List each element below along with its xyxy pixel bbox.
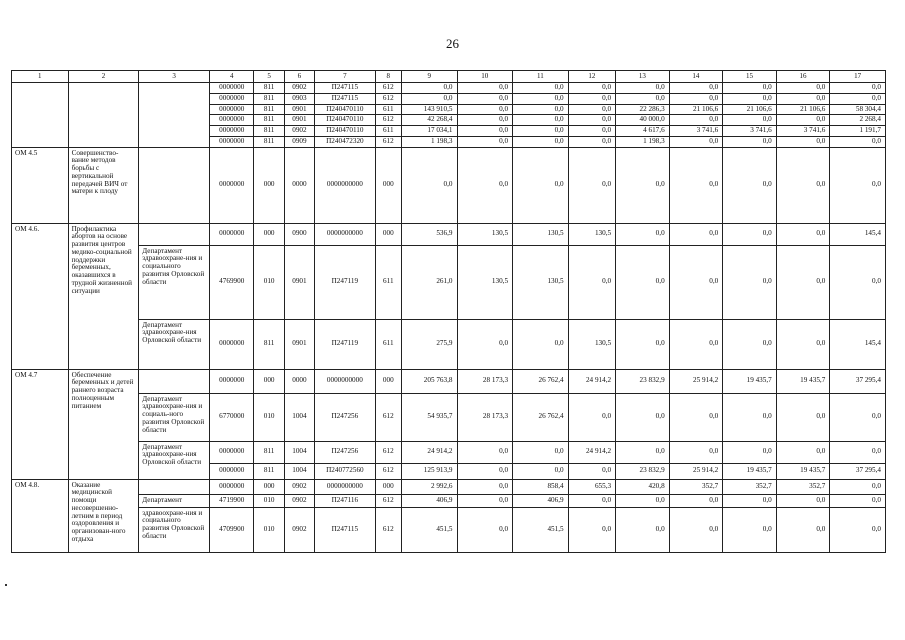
csr-code: 6770000: [210, 393, 254, 441]
grbs-code: 811: [254, 126, 284, 137]
section-code: 0909: [284, 136, 314, 147]
column-header: 6: [284, 71, 314, 83]
year-amount: 0,0: [776, 494, 830, 507]
year-amount: 40 000,0: [616, 115, 670, 126]
csr-code: 0000000: [210, 479, 254, 494]
year-amount: 0,0: [457, 507, 513, 552]
section-code: 0900: [284, 223, 314, 245]
year-amount: 0,0: [669, 93, 723, 104]
year-amount: 0,0: [568, 147, 615, 223]
year-amount: 25 914,2: [669, 369, 723, 393]
csr-code: 0000000: [210, 369, 254, 393]
year-amount: 858,4: [513, 479, 569, 494]
table-row: [12, 441, 886, 463]
expense-type: 000: [375, 147, 401, 223]
year-amount: 0,0: [776, 223, 830, 245]
year-amount: 0,0: [616, 147, 670, 223]
year-amount: 0,0: [616, 223, 670, 245]
year-amount: 130,5: [568, 319, 615, 369]
year-amount: 0,0: [568, 104, 615, 115]
page-number: 26: [446, 36, 459, 51]
year-amount: 352,7: [669, 479, 723, 494]
year-amount: 0,0: [568, 93, 615, 104]
grbs-code: 811: [254, 93, 284, 104]
year-amount: 0,0: [723, 245, 777, 319]
year-amount: 0,0: [669, 115, 723, 126]
year-amount: 2 268,4: [830, 115, 886, 126]
year-amount: 0,0: [669, 136, 723, 147]
year-amount: 24 914,2: [568, 369, 615, 393]
year-amount: 28 173,3: [457, 369, 513, 393]
year-amount: 23 832,9: [616, 463, 670, 479]
table-row: [12, 507, 886, 552]
year-amount: 37 295,4: [830, 463, 886, 479]
target-code: П247256: [315, 441, 376, 463]
year-amount: 0,0: [776, 136, 830, 147]
target-code: 0000000000: [315, 479, 376, 494]
section-code: 0902: [284, 507, 314, 552]
year-amount: 19 435,7: [776, 369, 830, 393]
expense-type: 612: [375, 136, 401, 147]
year-amount: 0,0: [513, 319, 569, 369]
section-code: 1004: [284, 463, 314, 479]
expense-type: 000: [375, 223, 401, 245]
year-amount: 655,3: [568, 479, 615, 494]
year-amount: 23 832,9: [616, 369, 670, 393]
year-amount: 0,0: [568, 463, 615, 479]
department-empty: [139, 223, 210, 245]
year-amount: 28 173,3: [457, 393, 513, 441]
expense-type: 611: [375, 104, 401, 115]
blank-name-cell: [68, 83, 139, 148]
section-code: 1004: [284, 393, 314, 441]
grbs-code: 000: [254, 369, 284, 393]
grbs-code: 000: [254, 147, 284, 223]
table-row: [12, 83, 886, 94]
section-code: 0902: [284, 494, 314, 507]
measure-name: Обеспечение беременных и детей раннего возраста полноценным питанием: [68, 369, 139, 479]
total-amount: 0,0: [401, 147, 457, 223]
total-amount: 24 914,2: [401, 441, 457, 463]
year-amount: 1 198,3: [616, 136, 670, 147]
expense-type: 612: [375, 463, 401, 479]
year-amount: 0,0: [723, 93, 777, 104]
year-amount: 0,0: [669, 223, 723, 245]
year-amount: 0,0: [568, 494, 615, 507]
year-amount: 0,0: [616, 93, 670, 104]
year-amount: 19 435,7: [723, 463, 777, 479]
target-code: 0000000000: [315, 223, 376, 245]
section-code: 0901: [284, 115, 314, 126]
total-amount: 261,0: [401, 245, 457, 319]
year-amount: 0,0: [568, 393, 615, 441]
measure-id: ОМ 4.6.: [12, 223, 69, 369]
year-amount: 0,0: [513, 147, 569, 223]
year-amount: 352,7: [723, 479, 777, 494]
year-amount: 0,0: [776, 393, 830, 441]
column-header: 5: [254, 71, 284, 83]
year-amount: 0,0: [669, 245, 723, 319]
year-amount: 0,0: [616, 507, 670, 552]
year-amount: 0,0: [513, 115, 569, 126]
table-row: [12, 369, 886, 393]
grbs-code: 811: [254, 115, 284, 126]
total-amount: 536,9: [401, 223, 457, 245]
table-row: [12, 393, 886, 441]
year-amount: 0,0: [457, 147, 513, 223]
department-empty: [139, 147, 210, 223]
year-amount: 0,0: [513, 441, 569, 463]
section-code: 0902: [284, 479, 314, 494]
year-amount: 0,0: [457, 494, 513, 507]
column-header: 11: [513, 71, 569, 83]
year-amount: 0,0: [830, 83, 886, 94]
year-amount: 130,5: [457, 245, 513, 319]
year-amount: 0,0: [457, 83, 513, 94]
csr-code: 0000000: [210, 115, 254, 126]
column-header: 9: [401, 71, 457, 83]
year-amount: 0,0: [723, 147, 777, 223]
grbs-code: 000: [254, 479, 284, 494]
header-row: [12, 71, 886, 83]
year-amount: 19 435,7: [776, 463, 830, 479]
target-code: П240470110: [315, 115, 376, 126]
year-amount: 0,0: [457, 93, 513, 104]
year-amount: 26 762,4: [513, 393, 569, 441]
year-amount: 0,0: [616, 393, 670, 441]
year-amount: 0,0: [513, 104, 569, 115]
csr-code: 4719900: [210, 494, 254, 507]
total-amount: 451,5: [401, 507, 457, 552]
measure-id: ОМ 4.5: [12, 147, 69, 223]
department-empty: [139, 369, 210, 393]
department: Департамент здравоохране-ния Орловской области: [139, 319, 210, 369]
year-amount: 0,0: [616, 441, 670, 463]
column-header: 4: [210, 71, 254, 83]
expense-type: 612: [375, 93, 401, 104]
department: Департамент здравоохране-ния и социаль-ного развития Орловской области: [139, 393, 210, 441]
grbs-code: 000: [254, 223, 284, 245]
csr-code: 0000000: [210, 147, 254, 223]
year-amount: 1 191,7: [830, 126, 886, 137]
year-amount: 22 286,3: [616, 104, 670, 115]
year-amount: 0,0: [669, 319, 723, 369]
blank-id-cell: [12, 83, 69, 148]
csr-code: 0000000: [210, 441, 254, 463]
year-amount: 0,0: [568, 126, 615, 137]
year-amount: 0,0: [776, 115, 830, 126]
year-amount: 0,0: [830, 147, 886, 223]
year-amount: 130,5: [513, 223, 569, 245]
department-empty: [139, 479, 210, 494]
column-header: 7: [315, 71, 376, 83]
year-amount: 24 914,2: [568, 441, 615, 463]
year-amount: 0,0: [830, 507, 886, 552]
table-row: [12, 494, 886, 507]
year-amount: 0,0: [723, 507, 777, 552]
column-header: 3: [139, 71, 210, 83]
expense-type: 612: [375, 83, 401, 94]
year-amount: 26 762,4: [513, 369, 569, 393]
column-header: 16: [776, 71, 830, 83]
column-header: 1: [12, 71, 69, 83]
table-row: [12, 223, 886, 245]
grbs-code: 010: [254, 494, 284, 507]
blank-dept-cell: [139, 83, 210, 148]
table-row: [12, 479, 886, 494]
year-amount: 0,0: [513, 126, 569, 137]
year-amount: 19 435,7: [723, 369, 777, 393]
section-code: 0901: [284, 319, 314, 369]
measure-name: Профилактика абортов на основе развития центров медико-социальной поддержки беременных, оказавшихся в трудной жизненной ситуации: [68, 223, 139, 369]
table-row: [12, 319, 886, 369]
csr-code: 0000000: [210, 126, 254, 137]
year-amount: 0,0: [457, 441, 513, 463]
grbs-code: 010: [254, 245, 284, 319]
year-amount: 3 741,6: [723, 126, 777, 137]
year-amount: 0,0: [669, 441, 723, 463]
expense-type: 612: [375, 507, 401, 552]
total-amount: 125 913,9: [401, 463, 457, 479]
grbs-code: 010: [254, 507, 284, 552]
year-amount: 0,0: [568, 245, 615, 319]
section-code: 1004: [284, 441, 314, 463]
target-code: П240470110: [315, 104, 376, 115]
year-amount: 3 741,6: [669, 126, 723, 137]
grbs-code: 811: [254, 319, 284, 369]
year-amount: 0,0: [830, 136, 886, 147]
year-amount: 0,0: [616, 494, 670, 507]
expense-type: 611: [375, 319, 401, 369]
expense-type: 612: [375, 393, 401, 441]
year-amount: 145,4: [830, 319, 886, 369]
year-amount: 0,0: [568, 83, 615, 94]
year-amount: 145,4: [830, 223, 886, 245]
year-amount: 0,0: [568, 507, 615, 552]
section-code: 0902: [284, 83, 314, 94]
year-amount: 4 617,6: [616, 126, 670, 137]
section-code: 0901: [284, 245, 314, 319]
expense-type: 612: [375, 115, 401, 126]
target-code: П247116: [315, 494, 376, 507]
year-amount: 0,0: [723, 494, 777, 507]
year-amount: 130,5: [513, 245, 569, 319]
section-code: 0901: [284, 104, 314, 115]
target-code: П240472320: [315, 136, 376, 147]
year-amount: 406,9: [513, 494, 569, 507]
year-amount: 0,0: [669, 147, 723, 223]
year-amount: 37 295,4: [830, 369, 886, 393]
column-header: 17: [830, 71, 886, 83]
target-code: П247115: [315, 507, 376, 552]
total-amount: 1 198,3: [401, 136, 457, 147]
year-amount: 25 914,2: [669, 463, 723, 479]
grbs-code: 811: [254, 136, 284, 147]
year-amount: 0,0: [513, 83, 569, 94]
total-amount: 275,9: [401, 319, 457, 369]
table-row: [12, 147, 886, 223]
year-amount: 0,0: [776, 319, 830, 369]
expense-type: 612: [375, 441, 401, 463]
department: здравоохране-ния и социального развития Орловской области: [139, 507, 210, 552]
year-amount: 0,0: [723, 83, 777, 94]
target-code: 0000000000: [315, 147, 376, 223]
year-amount: 0,0: [723, 115, 777, 126]
year-amount: 0,0: [457, 479, 513, 494]
total-amount: 42 268,4: [401, 115, 457, 126]
grbs-code: 010: [254, 393, 284, 441]
csr-code: 0000000: [210, 93, 254, 104]
total-amount: 143 910,5: [401, 104, 457, 115]
csr-code: 0000000: [210, 463, 254, 479]
year-amount: 0,0: [513, 463, 569, 479]
table-row: [12, 245, 886, 319]
year-amount: 0,0: [457, 136, 513, 147]
year-amount: 0,0: [776, 83, 830, 94]
csr-code: 0000000: [210, 136, 254, 147]
total-amount: 205 763,8: [401, 369, 457, 393]
csr-code: 0000000: [210, 223, 254, 245]
section-code: 0000: [284, 147, 314, 223]
year-amount: 0,0: [723, 223, 777, 245]
year-amount: 0,0: [513, 136, 569, 147]
grbs-code: 811: [254, 83, 284, 94]
column-header: 2: [68, 71, 139, 83]
total-amount: 17 034,1: [401, 126, 457, 137]
measure-name: Оказание медицинской помощи несовершенно-летним в период оздоровления и организован-ного отдыха: [68, 479, 139, 552]
csr-code: 4709900: [210, 507, 254, 552]
total-amount: 2 992,6: [401, 479, 457, 494]
year-amount: 0,0: [513, 93, 569, 104]
measure-id: ОМ 4.8.: [12, 479, 69, 552]
total-amount: 0,0: [401, 93, 457, 104]
year-amount: 0,0: [616, 319, 670, 369]
year-amount: 0,0: [723, 319, 777, 369]
total-amount: 406,9: [401, 494, 457, 507]
csr-code: 4769900: [210, 245, 254, 319]
total-amount: 0,0: [401, 83, 457, 94]
column-header: 13: [616, 71, 670, 83]
year-amount: 0,0: [830, 93, 886, 104]
year-amount: 0,0: [830, 494, 886, 507]
csr-code: 0000000: [210, 319, 254, 369]
section-code: 0903: [284, 93, 314, 104]
column-header: 12: [568, 71, 615, 83]
scan-mark: [5, 584, 7, 586]
csr-code: 0000000: [210, 83, 254, 94]
year-amount: 0,0: [776, 507, 830, 552]
expense-type: 611: [375, 126, 401, 137]
year-amount: 0,0: [776, 93, 830, 104]
year-amount: 0,0: [776, 147, 830, 223]
expense-type: 612: [375, 494, 401, 507]
year-amount: 0,0: [830, 441, 886, 463]
year-amount: 352,7: [776, 479, 830, 494]
column-header: 14: [669, 71, 723, 83]
expense-type: 000: [375, 479, 401, 494]
grbs-code: 811: [254, 441, 284, 463]
year-amount: 0,0: [830, 245, 886, 319]
budget-table: [11, 70, 886, 553]
year-amount: 0,0: [830, 479, 886, 494]
year-amount: 0,0: [457, 126, 513, 137]
year-amount: 0,0: [669, 83, 723, 94]
year-amount: 0,0: [776, 441, 830, 463]
department: Департамент: [139, 494, 210, 507]
year-amount: 3 741,6: [776, 126, 830, 137]
measure-id: ОМ 4.7: [12, 369, 69, 479]
department: Департамент здравоохране-ния Орловской области: [139, 441, 210, 479]
year-amount: 130,5: [457, 223, 513, 245]
year-amount: 0,0: [457, 319, 513, 369]
year-amount: 420,8: [616, 479, 670, 494]
target-code: П247119: [315, 319, 376, 369]
year-amount: 0,0: [723, 136, 777, 147]
year-amount: 0,0: [457, 463, 513, 479]
year-amount: 58 304,4: [830, 104, 886, 115]
department: Департамент здравоохране-ния и социального развития Орловской области: [139, 245, 210, 319]
year-amount: 0,0: [457, 104, 513, 115]
year-amount: 0,0: [616, 245, 670, 319]
target-code: 0000000000: [315, 369, 376, 393]
target-code: П240470110: [315, 126, 376, 137]
year-amount: 21 106,6: [669, 104, 723, 115]
section-code: 0902: [284, 126, 314, 137]
year-amount: 0,0: [568, 136, 615, 147]
column-header: 15: [723, 71, 777, 83]
year-amount: 0,0: [776, 245, 830, 319]
section-code: 0000: [284, 369, 314, 393]
column-header: 10: [457, 71, 513, 83]
total-amount: 54 935,7: [401, 393, 457, 441]
target-code: П247119: [315, 245, 376, 319]
target-code: П247115: [315, 93, 376, 104]
csr-code: 0000000: [210, 104, 254, 115]
target-code: П240772560: [315, 463, 376, 479]
target-code: П247256: [315, 393, 376, 441]
year-amount: 0,0: [457, 115, 513, 126]
year-amount: 0,0: [723, 441, 777, 463]
year-amount: 451,5: [513, 507, 569, 552]
target-code: П247115: [315, 83, 376, 94]
year-amount: 0,0: [669, 393, 723, 441]
year-amount: 21 106,6: [776, 104, 830, 115]
year-amount: 0,0: [568, 115, 615, 126]
year-amount: 0,0: [616, 83, 670, 94]
grbs-code: 811: [254, 104, 284, 115]
expense-type: 611: [375, 245, 401, 319]
year-amount: 0,0: [669, 494, 723, 507]
year-amount: 21 106,6: [723, 104, 777, 115]
year-amount: 0,0: [830, 393, 886, 441]
measure-name: Совершенство-вание методов борьбы с вертикальной передачей ВИЧ от матери к плоду: [68, 147, 139, 223]
year-amount: 0,0: [669, 507, 723, 552]
year-amount: 0,0: [723, 393, 777, 441]
grbs-code: 811: [254, 463, 284, 479]
expense-type: 000: [375, 369, 401, 393]
year-amount: 130,5: [568, 223, 615, 245]
column-header: 8: [375, 71, 401, 83]
